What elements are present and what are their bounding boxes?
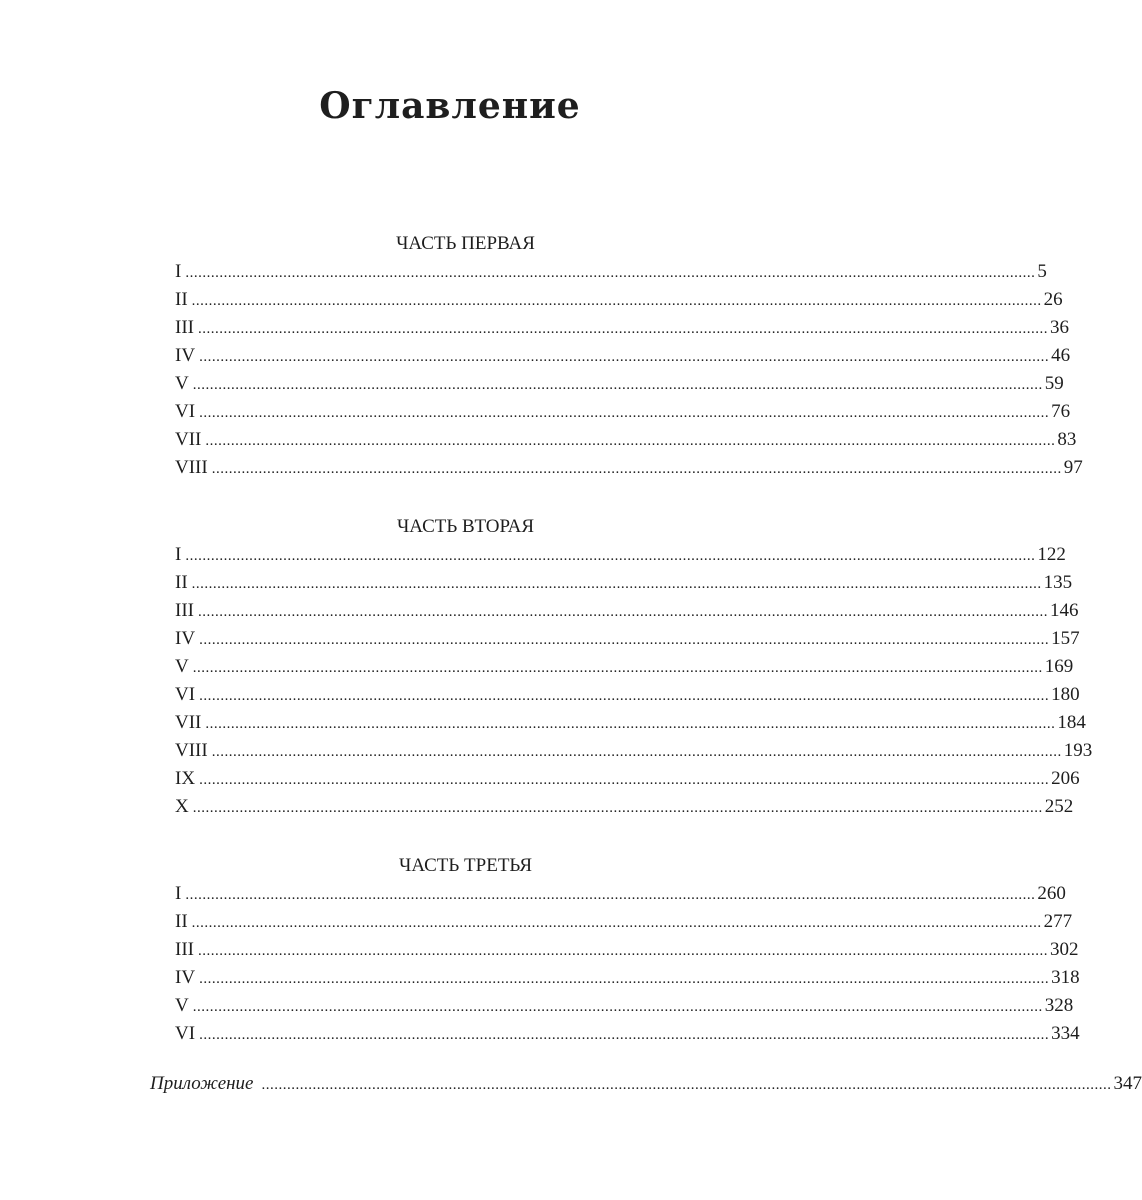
dot-leader: ........................................................................................................................................................................................................ <box>199 349 1050 365</box>
page-number: 347 <box>1113 1073 1142 1094</box>
toc-entry <box>175 992 1074 1020</box>
page-number: 302 <box>1049 939 1079 960</box>
toc-entry <box>175 653 1074 681</box>
dot-leader: ........................................................................................................................................................................................................ <box>205 433 1056 449</box>
dot-leader: ........................................................................................................................................................................................................ <box>192 999 1043 1015</box>
dot-leader: ........................................................................................................................................................................................................ <box>199 405 1050 421</box>
page-number: 206 <box>1051 768 1080 789</box>
page-number: 135 <box>1043 572 1073 593</box>
chapter-label: VI <box>175 1023 196 1044</box>
toc-entry <box>175 908 1073 936</box>
dot-leader: ........................................................................................................................................................................................................ <box>199 688 1050 704</box>
chapter-list <box>175 541 1093 821</box>
toc-entry <box>175 426 1077 454</box>
page-number: 46 <box>1051 345 1071 366</box>
page-number: 146 <box>1049 600 1079 621</box>
page-number: 59 <box>1044 373 1064 394</box>
toc-part-1 <box>175 230 1083 482</box>
chapter-list <box>175 880 1080 1048</box>
chapter-label: IX <box>175 768 196 789</box>
toc-entry <box>175 454 1083 482</box>
page-title: Оглавление <box>319 85 581 127</box>
dot-leader: ........................................................................................................................................................................................................ <box>211 744 1062 760</box>
dot-leader: ........................................................................................................................................................................................................ <box>191 915 1042 931</box>
chapter-label: VIII <box>175 740 208 761</box>
chapter-label: IV <box>175 628 196 649</box>
page-number: 260 <box>1037 883 1066 904</box>
toc-entry <box>175 737 1093 765</box>
page-number: 328 <box>1044 995 1074 1016</box>
toc-entry <box>175 398 1071 426</box>
dot-leader: ........................................................................................................................................................................................................ <box>185 887 1036 903</box>
dot-leader: ........................................................................................................................................................................................................ <box>197 604 1048 620</box>
chapter-label: VII <box>175 429 202 450</box>
toc-entry <box>175 880 1066 908</box>
chapter-label: V <box>175 656 189 677</box>
chapter-label: VIII <box>175 457 208 478</box>
toc-entry <box>175 541 1066 569</box>
dot-leader: ........................................................................................................................................................................................................ <box>192 660 1043 676</box>
dot-leader: ........................................................................................................................................................................................................ <box>185 548 1036 564</box>
chapter-label: I <box>175 544 182 565</box>
toc-entry <box>175 765 1080 793</box>
dot-leader: ........................................................................................................................................................................................................ <box>211 461 1062 477</box>
page-number: 157 <box>1051 628 1080 649</box>
page-number: 252 <box>1044 796 1074 817</box>
chapter-label: VI <box>175 684 196 705</box>
page-number: 193 <box>1063 740 1093 761</box>
dot-leader: ........................................................................................................................................................................................................ <box>199 772 1050 788</box>
toc-entry <box>175 625 1080 653</box>
dot-leader: ........................................................................................................................................................................................................ <box>192 377 1043 393</box>
page-number: 184 <box>1057 712 1086 733</box>
chapter-label: II <box>175 289 188 310</box>
chapter-label: X <box>175 796 189 817</box>
toc-entry <box>175 286 1063 314</box>
toc-entry <box>175 793 1074 821</box>
page-number: 180 <box>1051 684 1080 705</box>
part-heading: ЧАСТЬ ТРЕТЬЯ <box>398 855 533 876</box>
page-number: 36 <box>1049 317 1069 338</box>
toc-entry <box>175 597 1079 625</box>
toc-entry <box>175 258 1047 286</box>
page-number: 5 <box>1037 261 1047 282</box>
chapter-label: V <box>175 373 189 394</box>
dot-leader: ........................................................................................................................................................................................................ <box>197 321 1048 337</box>
chapter-label: II <box>175 911 188 932</box>
page-number: 26 <box>1043 289 1063 310</box>
toc-part-3 <box>175 852 1080 1048</box>
page-number: 334 <box>1051 1023 1080 1044</box>
dot-leader: ........................................................................................................................................................................................................ <box>261 1077 1112 1093</box>
chapter-label: I <box>175 261 182 282</box>
page-number: 122 <box>1037 544 1066 565</box>
toc-entry-appendix <box>150 1070 1142 1098</box>
page-number: 169 <box>1044 656 1074 677</box>
dot-leader: ........................................................................................................................................................................................................ <box>185 265 1036 281</box>
dot-leader: ........................................................................................................................................................................................................ <box>191 293 1042 309</box>
toc-entry <box>175 342 1071 370</box>
toc-entry <box>175 964 1080 992</box>
chapter-label: II <box>175 572 188 593</box>
dot-leader: ........................................................................................................................................................................................................ <box>199 632 1050 648</box>
toc-part-2 <box>175 513 1093 821</box>
chapter-label: V <box>175 995 189 1016</box>
page-number: 83 <box>1057 429 1077 450</box>
chapter-label: III <box>175 939 194 960</box>
page-number: 318 <box>1051 967 1080 988</box>
chapter-label: VI <box>175 401 196 422</box>
dot-leader: ........................................................................................................................................................................................................ <box>197 943 1048 959</box>
chapter-label: III <box>175 317 194 338</box>
toc-entry <box>175 569 1073 597</box>
page-number: 277 <box>1043 911 1073 932</box>
chapter-label: I <box>175 883 182 904</box>
toc-entry <box>175 681 1080 709</box>
page-number: 97 <box>1063 457 1083 478</box>
dot-leader: ........................................................................................................................................................................................................ <box>191 576 1042 592</box>
dot-leader: ........................................................................................................................................................................................................ <box>199 971 1050 987</box>
toc-entry <box>175 1020 1080 1048</box>
toc-entry <box>175 709 1086 737</box>
toc-entry <box>175 370 1064 398</box>
toc-entry <box>175 314 1069 342</box>
toc-entry <box>175 936 1079 964</box>
chapter-label: III <box>175 600 194 621</box>
chapter-list <box>175 258 1083 482</box>
dot-leader: ........................................................................................................................................................................................................ <box>205 716 1056 732</box>
part-heading: ЧАСТЬ ПЕРВАЯ <box>396 233 535 254</box>
part-heading: ЧАСТЬ ВТОРАЯ <box>396 516 535 537</box>
page-number: 76 <box>1051 401 1071 422</box>
chapter-label: IV <box>175 345 196 366</box>
chapter-label: VII <box>175 712 202 733</box>
dot-leader: ........................................................................................................................................................................................................ <box>199 1027 1050 1043</box>
entry-label: Приложение <box>150 1073 254 1094</box>
chapter-label: IV <box>175 967 196 988</box>
dot-leader: ........................................................................................................................................................................................................ <box>192 800 1043 816</box>
